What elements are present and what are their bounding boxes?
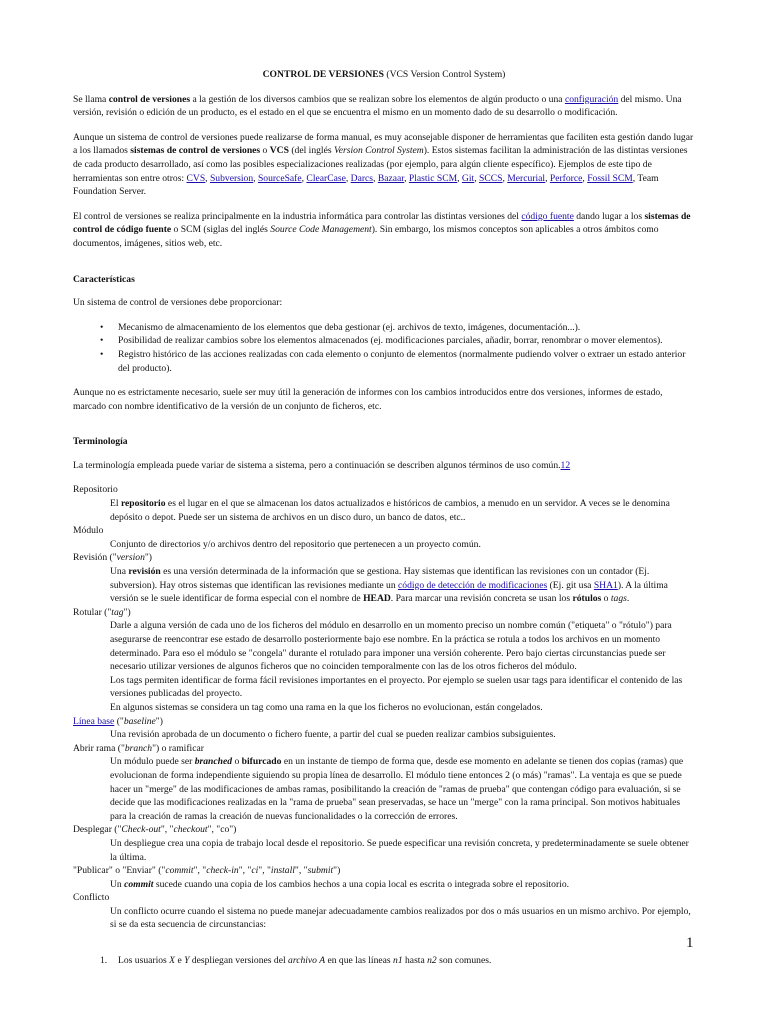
list-item: • Registro histórico de las acciones realizadas con cada elemento o conjunto de elementos (normalmente pudiendo volver o extraer un estado anterior del producto). bbox=[100, 348, 686, 374]
list-item: 1. Los usuarios X e Y despliegan versiones del archivo A en que las líneas n1 hasta n2 son comunes. bbox=[100, 955, 492, 967]
link-sha1[interactable]: SHA1 bbox=[593, 579, 618, 591]
list-item: • Mecanismo de almacenamiento de los elementos que deba gestionar (ej. archivos de texto, imágenes, documentación...). bbox=[100, 321, 581, 333]
link-linea-base[interactable]: Línea base bbox=[73, 715, 115, 727]
heading-terminologia: Terminología bbox=[73, 436, 128, 448]
heading-caracteristicas: Características bbox=[73, 273, 135, 285]
link-tool[interactable]: Perforce bbox=[549, 172, 583, 184]
def-branch: Un módulo puede ser branched o bifurcado en un instante de tiempo de forma que, desde ese momento en adelante se tienen dos copias (ramas) que evolucionan de forma independiente siguiendo su propia línea de desarrollo. El módulo tiene entonces 2 (o más) "ramas". La ventaja es que se puede hacer un "merge" de las modificaciones de ambas ramas, posibilitando la creación de "ramas de prueba" que contengan código para evaluación, si se decide que las modificaciones realizadas en la "rama de prueba" sean preservadas, se hace un "merge" con la rama principal. Son motivos habituales para la creación de ramas la creación de nuevas funcionalidades o la corrección de errores. bbox=[110, 756, 684, 822]
document-body bbox=[73, 68, 695, 968]
features-list bbox=[73, 321, 695, 375]
term-branch: Abrir rama ("branch") o ramificar bbox=[73, 742, 204, 754]
term-checkout: Desplegar ("Check-out", "checkout", "co") bbox=[73, 824, 237, 836]
term-baseline: Línea base ("baseline") bbox=[73, 715, 163, 727]
link-tool[interactable]: SCCS bbox=[478, 172, 503, 184]
vcs-paragraph: Aunque un sistema de control de versiones puede realizarse de forma manual, es muy aconsejable disponer de herramientas que faciliten esta gestión dando lugar a los llamados sistemas de control de versiones o VCS (del inglés Version Control System). Estos sistemas facilitan la administración de las distintas versiones de cada producto desarrollado, así como las posibles especializaciones realizadas (por ejemplo, para algún cliente específico). Ejemplos de este tipo de herramientas son entre otros: CVS, Subversion, SourceSafe, ClearCase, Darcs, Bazaar, Plastic SCM, Git, SCCS, Mercurial, Perforce, Fossil SCM, Team Foundation Server. bbox=[73, 131, 694, 198]
link-tool[interactable]: SourceSafe bbox=[257, 172, 302, 184]
def-modulo: Conjunto de directorios y/o archivos dentro del repositorio que pertenecen a un proyecto común. bbox=[110, 538, 481, 550]
link-configuracion[interactable]: configuración bbox=[564, 93, 619, 105]
page-number: 1 bbox=[686, 935, 694, 951]
link-tool[interactable]: Subversion bbox=[209, 172, 254, 184]
term-revision: Revisión ("version") bbox=[73, 552, 152, 564]
document-title: CONTROL DE VERSIONES (VCS Version Control System) bbox=[262, 69, 506, 80]
def-rotular bbox=[110, 619, 695, 714]
features-intro: Un sistema de control de versiones debe proporcionar: bbox=[73, 297, 283, 309]
features-after: Aunque no es estrictamente necesario, suele ser muy útil la generación de informes con los cambios introducidos entre dos versiones, informes de estado, marcado con nombre identificativo de la versión de un conjunto de ficheros, etc. bbox=[73, 387, 663, 412]
link-tool[interactable]: Mercurial bbox=[507, 172, 546, 184]
bullet-icon: • bbox=[100, 335, 104, 347]
link-tool[interactable]: Git bbox=[461, 172, 475, 184]
def-rotular-p2: Los tags permiten identificar de forma fácil revisiones importantes en el proyecto. Por ejemplo se suelen usar tags para identificar el contenido de las versiones publicadas del proyecto. bbox=[110, 674, 683, 700]
reference-link[interactable]: 12 bbox=[560, 459, 571, 471]
link-tool[interactable]: Plastic SCM bbox=[408, 172, 458, 184]
bullet-icon: • bbox=[100, 321, 104, 333]
term-commit: "Publicar" o "Enviar" ("commit", "check-in", "ci", "install", "submit") bbox=[73, 865, 341, 877]
def-rotular-p1: Darle a alguna versión de cada uno de los ficheros del módulo en desarrollo en un momento preciso un nombre común ("etiqueta" o "rótulo") para asegurarse de reencontrar ese estado de desarrollo posteriormente bajo ese nombre. En la práctica se rotula a todos los archivos en un momento determinado. Para eso el módulo se "congela" durante el rotulado para imponer una versión coherente. Pero bajo ciertas circunstancias puede ser necesario utilizar versiones de algunos ficheros que no coinciden temporalmente con las de los otros ficheros del módulo. bbox=[110, 620, 672, 673]
terminology-intro: La terminología empleada puede variar de sistema a sistema, pero a continuación se describen algunos términos de uso común.12 bbox=[73, 459, 571, 471]
def-revision: Una revisión es una versión determinada de la información que se gestiona. Hay sistemas que identifican las revisiones con un contador (Ej. subversion). Hay otros sistemas que identifican las revisiones mediante un código de detección de modificaciones (Ej. git usa SHA1). A la última versión se le suele identificar de forma especial con el nombre de HEAD. Para marcar una revisión concreta se usan los rótulos o tags. bbox=[110, 566, 668, 605]
def-rotular-p3: En algunos sistemas se considera un tag como una rama en la que los ficheros no evolucionan, están congelados. bbox=[110, 701, 543, 713]
term-rotular: Rotular ("tag") bbox=[73, 606, 131, 618]
def-baseline: Una revisión aprobada de un documento o fichero fuente, a partir del cual se pueden realizar cambios subsiguientes. bbox=[110, 729, 556, 741]
bullet-icon: • bbox=[100, 348, 104, 360]
intro-paragraph: Se llama control de versiones a la gestión de los diversos cambios que se realizan sobre los elementos de algún producto o una configuración del mismo. Una versión, revisión o edición de un producto, es el estado en el que se encuentra el mismo en un momento dado de su desarrollo o modificación. bbox=[73, 93, 682, 119]
term-modulo: Módulo bbox=[73, 525, 104, 537]
link-codigo-deteccion[interactable]: código de detección de modificaciones bbox=[398, 579, 548, 591]
link-tool[interactable]: Fossil SCM bbox=[587, 172, 633, 184]
term-conflicto: Conflicto bbox=[73, 892, 110, 904]
conflict-steps-list bbox=[73, 954, 695, 968]
def-commit: Un commit sucede cuando una copia de los cambios hechos a una copia local es escrita o integrada sobre el repositorio. bbox=[110, 878, 570, 890]
def-checkout: Un despliegue crea una copia de trabajo local desde el repositorio. Se puede especificar una revisión concreta, y predeterminadamente se suele obtener la última. bbox=[110, 837, 689, 863]
link-tool[interactable]: ClearCase bbox=[306, 172, 346, 184]
list-number: 1. bbox=[100, 955, 108, 967]
link-codigo-fuente[interactable]: código fuente bbox=[521, 210, 574, 222]
link-tool[interactable]: Darcs bbox=[350, 172, 374, 184]
def-repositorio: El repositorio es el lugar en el que se almacenan los datos actualizados e históricos de cambios, a menudo en un servidor. A veces se le denomina depósito o depot. Puede ser un sistema de archivos en un disco duro, un banco de datos, etc.. bbox=[110, 498, 670, 523]
def-conflicto: Un conflicto ocurre cuando el sistema no puede manejar adecuadamente cambios realizados por dos o más usuarios en un mismo archivo. Por ejemplo, si se da esta secuencia de circunstancias: bbox=[110, 905, 691, 931]
list-item: • Posibilidad de realizar cambios sobre los elementos almacenados (ej. modificaciones parciales, añadir, borrar, renombrar o mover elementos). bbox=[100, 335, 663, 347]
scm-paragraph: El control de versiones se realiza principalmente en la industria informática para controlar las distintas versiones del código fuente dando lugar a los sistemas de control de código fuente o SCM (siglas del inglés Source Code Management). Sin embargo, los mismos conceptos son aplicables a otros ámbitos como documentos, imágenes, sitios web, etc. bbox=[73, 210, 691, 249]
term-repositorio: Repositorio bbox=[73, 484, 118, 496]
link-tool[interactable]: Bazaar bbox=[377, 172, 405, 184]
link-tool[interactable]: CVS bbox=[186, 172, 206, 184]
